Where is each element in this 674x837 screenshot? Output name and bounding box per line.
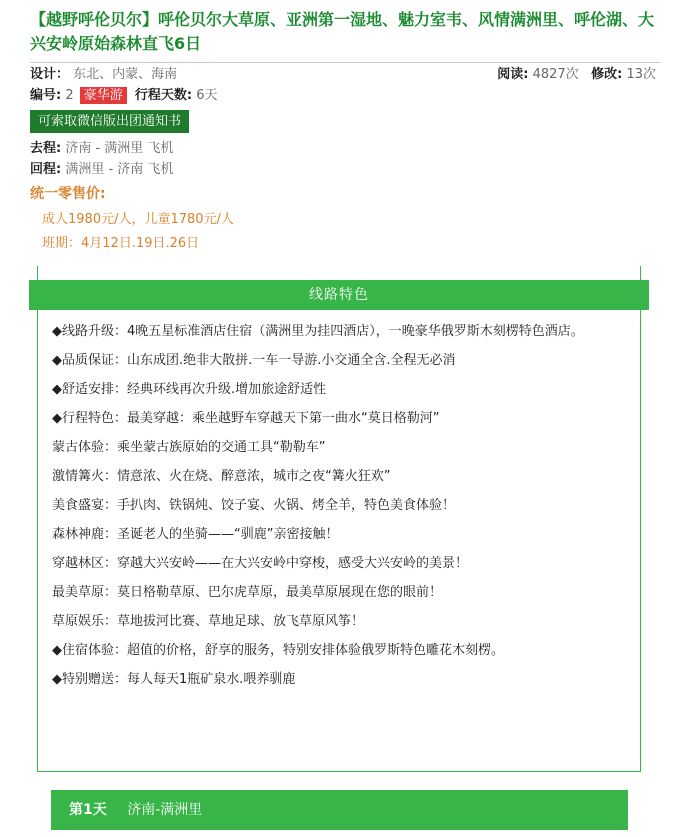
feature-item: 激情篝火：情意浓、火在烧、醉意浓，城市之夜“篝火狂欢” bbox=[52, 469, 391, 484]
code-value: 2 bbox=[65, 88, 74, 103]
design-label: 设计： bbox=[30, 67, 70, 82]
return-value: 满洲里 - 济南 飞机 bbox=[65, 162, 174, 177]
luxury-badge: 豪华游 bbox=[80, 87, 127, 104]
day-route: 济南-满洲里 bbox=[127, 802, 203, 818]
page-title: 【越野呼伦贝尔】呼伦贝尔大草原、亚洲第一湿地、魅力室韦、风情满洲里、呼伦湖、大兴安岭原始森林直飞6日 bbox=[30, 10, 655, 53]
feature-heading: 线路特色 bbox=[29, 280, 649, 310]
views-label: 阅读: bbox=[497, 67, 529, 82]
feature-item: ◆特别赠送：每人每天1瓶矿泉水.喂养驯鹿 bbox=[52, 672, 296, 687]
feature-item: ◆住宿体验：超值的价格，舒享的服务，特别安排体验俄罗斯特色雕花木刻楞。 bbox=[52, 643, 504, 658]
feature-item: ◆线路升级：4晚五星标准酒店住宿（满洲里为挂四酒店），一晚豪华俄罗斯木刻楞特色酒店。 bbox=[52, 324, 584, 339]
edits-value: 13次 bbox=[626, 67, 656, 82]
feature-item: 穿越林区：穿越大兴安岭——在大兴安岭中穿梭，感受大兴安岭的美景！ bbox=[52, 556, 469, 571]
feature-item: ◆品质保证：山东成团.绝非大散拼.一车一导游.小交通全含.全程无必消 bbox=[52, 353, 456, 368]
days-label: 行程天数: bbox=[134, 88, 193, 103]
title-divider bbox=[30, 62, 660, 63]
feature-item: ◆行程特色：最美穿越：乘坐越野车穿越天下第一曲水“莫日格勒河” bbox=[52, 411, 440, 426]
views-value: 4827次 bbox=[532, 67, 579, 82]
price-label: 统一零售价: bbox=[30, 186, 106, 202]
outbound-row bbox=[30, 140, 173, 158]
stats-row bbox=[497, 66, 656, 84]
feature-item: 最美草原：莫日格勒草原、巴尔虎草原，最美草原展现在您的眼前！ bbox=[52, 585, 443, 600]
return-row bbox=[30, 161, 173, 179]
day-label: 第1天 bbox=[69, 802, 107, 818]
schedule-value: 班期：4月12日.19日.26日 bbox=[42, 236, 200, 251]
feature-item: 草原娱乐：草地拔河比赛、草地足球、放飞草原风筝！ bbox=[52, 614, 365, 629]
day-1-header[interactable] bbox=[51, 790, 628, 830]
return-label: 回程: bbox=[30, 162, 62, 177]
feature-item: 蒙古体验：乘坐蒙古族原始的交通工具“勒勒车” bbox=[52, 440, 326, 455]
feature-item: ◆舒适安排：经典环线再次升级.增加旅途舒适性 bbox=[52, 382, 327, 397]
design-value: 东北、内蒙、海南 bbox=[73, 67, 178, 82]
feature-list bbox=[52, 322, 632, 699]
edits-label: 修改: bbox=[591, 67, 623, 82]
code-row bbox=[30, 87, 218, 105]
feature-item: 美食盛宴：手扒肉、铁锅炖、饺子宴、火锅、烤全羊，特色美食体验！ bbox=[52, 498, 456, 513]
wechat-notice-button[interactable]: 可索取微信版出团通知书 bbox=[30, 110, 189, 133]
outbound-label: 去程: bbox=[30, 141, 62, 156]
design-row bbox=[30, 66, 177, 84]
outbound-value: 济南 - 满洲里 飞机 bbox=[65, 141, 174, 156]
days-value: 6天 bbox=[196, 88, 218, 103]
code-label: 编号: bbox=[30, 88, 62, 103]
price-value: 成人1980元/人，儿童1780元/人 bbox=[42, 212, 234, 227]
feature-item: 森林神鹿：圣诞老人的坐骑——“驯鹿”亲密接触！ bbox=[52, 527, 339, 542]
